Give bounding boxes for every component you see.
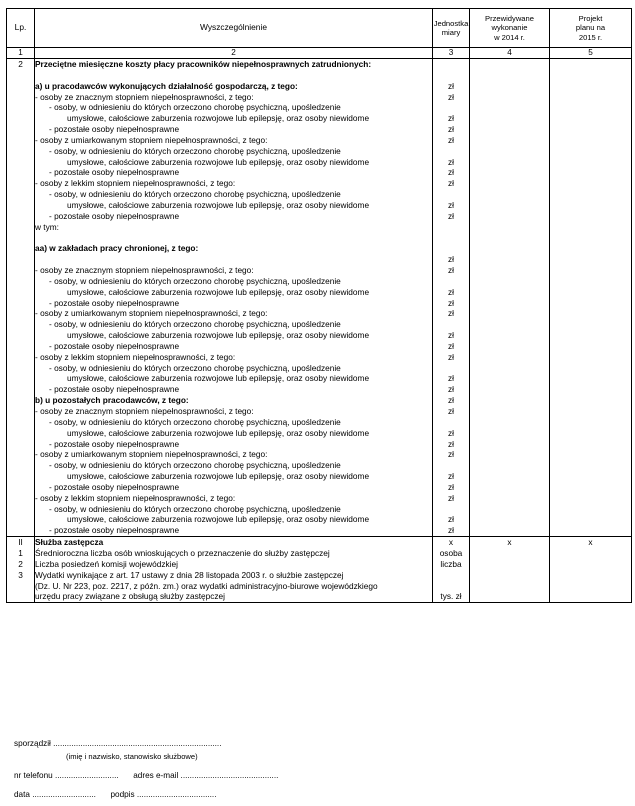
unit-cell — [433, 233, 469, 244]
description-line: - pozostałe osoby niepełnosprawne — [49, 297, 180, 308]
description-line: (Dz. U. Nr 223, poz. 2217, z późn. zm.) oraz wydatki administracyjno-biurowe wojewódzkiego — [35, 580, 378, 591]
column-number: 1 — [7, 48, 35, 59]
row-number: 3 — [18, 569, 23, 580]
section-II-description — [35, 537, 433, 603]
unit-cell: zł — [448, 330, 454, 341]
description-line: - osoby z lekkim stopniem niepełnosprawności, z tego: — [35, 351, 236, 362]
column-number: 2 — [35, 48, 433, 59]
description-line: - pozostałe osoby niepełnosprawne — [49, 340, 180, 351]
description-line: umysłowe, całościowe zaburzenia rozwojowe lub epilepsję, oraz osoby niewidome — [67, 113, 370, 124]
unit-cell: zł — [448, 80, 454, 91]
unit-cell — [433, 222, 469, 233]
description-line: - osoby ze znacznym stopniem niepełnosprawności, z tego: — [35, 91, 254, 102]
unit-cell — [433, 417, 469, 428]
description-line: - osoby, w odniesieniu do których orzeczono chorobę psychiczną, upośledzenie — [49, 145, 341, 156]
description-line: umysłowe, całościowe zaburzenia rozwojowe lub epilepsję, oraz osoby niewidome — [67, 373, 370, 384]
description-line: Liczba posiedzeń komisji wojewódzkiej — [35, 558, 178, 569]
row-number: 2 — [18, 59, 23, 69]
unit-cell: zł — [448, 438, 454, 449]
description-line: - osoby z lekkim stopniem niepełnosprawności, z tego: — [35, 492, 236, 503]
description-line: - osoby, w odniesieniu do których orzeczono chorobę psychiczną, upośledzenie — [49, 319, 341, 330]
description-line: - pozostałe osoby niepełnosprawne — [49, 525, 180, 536]
unit-cell: zł — [448, 199, 454, 210]
unit-cell: zł — [448, 254, 454, 265]
unit-cell — [433, 570, 469, 581]
unit-cell: zł — [448, 471, 454, 482]
description-line — [35, 254, 432, 265]
header-unit — [433, 9, 470, 48]
unit-cell: zł — [448, 167, 454, 178]
description-line: - osoby, w odniesieniu do których orzeczono chorobę psychiczną, upośledzenie — [49, 503, 341, 514]
header-plan-2015 — [550, 9, 632, 48]
unit-cell: zł — [448, 134, 454, 145]
section-2-plan-2015[interactable] — [550, 59, 632, 537]
unit-cell: zł — [448, 406, 454, 416]
column-number: 4 — [470, 48, 550, 59]
description-line: umysłowe, całościowe zaburzenia rozwojowe lub epilepsję, oraz osoby niewidome — [67, 199, 370, 210]
unit-cell: x — [448, 537, 454, 548]
unit-cell — [433, 504, 469, 515]
unit-cell: zł — [448, 178, 454, 189]
unit-cell: zł — [448, 373, 454, 384]
description-line: - osoby ze znacznym stopniem niepełnosprawności, z tego: — [35, 406, 254, 416]
description-line: - osoby, w odniesieniu do których orzeczono chorobę psychiczną, upośledzenie — [49, 416, 341, 427]
description-line: - pozostałe osoby niepełnosprawne — [49, 167, 180, 178]
unit-cell: zł — [448, 340, 454, 351]
unit-cell — [433, 243, 469, 254]
phone-email-line — [14, 771, 278, 780]
description-line: Wydatki wynikające z art. 17 ustawy z dnia 28 listopada 2003 r. o służbie zastępczej — [35, 569, 344, 580]
unit-cell: zł — [448, 286, 454, 297]
unit-cell: zł — [448, 525, 454, 536]
description-line: - osoby z umiarkowanym stopniem niepełnosprawności, z tego: — [35, 134, 268, 145]
row-number — [7, 591, 34, 602]
unit-cell: zł — [448, 210, 454, 221]
description-line: - osoby, w odniesieniu do których orzeczono chorobę psychiczną, upośledzenie — [49, 460, 341, 471]
unit-cell: zł — [448, 449, 454, 460]
description-line: - osoby ze znacznym stopniem niepełnosprawności, z tego: — [35, 265, 254, 276]
section-2-row — [7, 59, 632, 537]
unit-cell: zł — [448, 124, 454, 135]
description-line: - osoby, w odniesieniu do których orzeczono chorobę psychiczną, upośledzenie — [49, 362, 341, 373]
header-unit-line: Jednostka — [433, 18, 469, 28]
section-II-lp — [7, 537, 35, 603]
description-line: aa) w zakładach pracy chronionej, z tego: — [35, 243, 199, 254]
description-line: - osoby, w odniesieniu do których orzeczono chorobę psychiczną, upośledzenie — [49, 189, 341, 200]
unit-cell — [433, 146, 469, 157]
date-signature-line — [14, 790, 217, 799]
description-line: urzędu pracy związane z obsługą służby zastępczej — [35, 591, 226, 602]
unit-cell: zł — [448, 384, 454, 395]
header-forecast-2014 — [470, 9, 550, 48]
description-line: umysłowe, całościowe zaburzenia rozwojowe lub epilepsję, oraz osoby niewidome — [67, 286, 370, 297]
unit-cell: zł — [448, 265, 454, 276]
unit-cell — [433, 460, 469, 471]
unit-cell: zł — [448, 395, 454, 406]
description-line: - pozostałe osoby niepełnosprawne — [49, 210, 180, 221]
description-line: Średnioroczna liczba osób wnioskujących o przeznaczenie do służby zastępczej — [35, 547, 330, 558]
unit-cell — [433, 363, 469, 374]
description-line: - pozostałe osoby niepełnosprawne — [49, 124, 180, 135]
section-2-forecast-2014[interactable] — [470, 59, 550, 537]
unit-cell: zł — [448, 297, 454, 308]
unit-cell: zł — [448, 514, 454, 525]
unit-cell: zł — [448, 427, 454, 438]
unit-cell: tys. zł — [440, 591, 462, 602]
unit-cell — [433, 189, 469, 200]
unit-cell: osoba — [439, 547, 463, 558]
header-unit-line: miary — [441, 28, 461, 37]
unit-cell: liczba — [440, 558, 462, 569]
unit-cell: zł — [448, 308, 454, 319]
unit-cell — [433, 319, 469, 330]
section-2-lp — [7, 59, 35, 537]
description-line: umysłowe, całościowe zaburzenia rozwojowe lub epilepsję, oraz osoby niewidome — [67, 471, 370, 482]
row-number — [7, 581, 34, 592]
unit-cell: zł — [448, 481, 454, 492]
section-II-units — [433, 537, 470, 603]
prepared-by-note: (imię i nazwisko, stanowisko służbowe) — [66, 752, 198, 761]
description-line: b) u pozostałych pracodawców, z tego: — [35, 395, 189, 406]
table-header-row — [7, 9, 632, 48]
header-2014-line: Przewidywane — [485, 13, 534, 23]
row-number: 1 — [18, 547, 23, 558]
description-line: - pozostałe osoby niepełnosprawne — [49, 384, 180, 395]
unit-cell — [433, 70, 469, 81]
section-II-plan-2015[interactable] — [550, 537, 632, 603]
column-number: 5 — [550, 48, 632, 59]
header-lp: Lp. — [7, 9, 35, 48]
header-2015-line: 2015 r. — [578, 32, 603, 42]
description-line — [35, 70, 432, 81]
description-line: umysłowe, całościowe zaburzenia rozwojowe lub epilepsję, oraz osoby niewidome — [67, 330, 370, 341]
header-2014-line: w 2014 r. — [494, 32, 525, 42]
description-line: umysłowe, całościowe zaburzenia rozwojowe lub epilepsję, oraz osoby niewidome — [67, 514, 370, 525]
row-number: 2 — [18, 558, 23, 569]
description-line: - osoby z umiarkowanym stopniem niepełnosprawności, z tego: — [35, 449, 268, 460]
description-line: - osoby z umiarkowanym stopniem niepełnosprawności, z tego: — [35, 308, 268, 319]
signature-field[interactable]: podpis ................................... — [110, 790, 217, 799]
date-field[interactable]: data ............................ — [14, 790, 96, 799]
description-line: umysłowe, całościowe zaburzenia rozwojowe lub epilepsję, oraz osoby niewidome — [67, 156, 370, 167]
description-line: w tym: — [35, 221, 59, 232]
unit-cell — [433, 581, 469, 592]
description-line: - osoby, w odniesieniu do których orzeczono chorobę psychiczną, upośledzenie — [49, 102, 341, 113]
unit-cell: zł — [448, 351, 454, 362]
header-2015-line: planu na — [575, 23, 606, 33]
x-mark: x — [588, 537, 593, 548]
description-line: Przeciętne miesięczne koszty płacy pracowników niepełnosprawnych zatrudnionych: — [35, 59, 372, 69]
header-2015-line: Projekt — [578, 13, 603, 23]
description-line — [35, 233, 432, 244]
column-number-row — [7, 48, 632, 59]
description-line: Służba zastępcza — [35, 537, 104, 548]
section-II-forecast-2014[interactable] — [470, 537, 550, 603]
cost-table — [6, 8, 632, 603]
section-II-row — [7, 537, 632, 603]
section-2-units — [433, 59, 470, 537]
unit-cell: zł — [448, 492, 454, 503]
section-2-description — [35, 59, 433, 537]
description-line: umysłowe, całościowe zaburzenia rozwojowe lub epilepsję, oraz osoby niewidome — [67, 427, 370, 438]
column-number: 3 — [433, 48, 470, 59]
header-2014-line: wykonanie — [491, 23, 528, 33]
x-mark: x — [507, 537, 512, 548]
email-field[interactable]: adres e-mail ........................................... — [133, 771, 279, 780]
description-line: a) u pracodawców wykonujących działalność gospodarczą, z tego: — [35, 80, 298, 91]
phone-field[interactable]: nr telefonu ............................ — [14, 771, 119, 780]
row-number: II — [18, 537, 23, 548]
unit-cell: zł — [448, 156, 454, 167]
unit-cell: zł — [448, 91, 454, 102]
description-line: - pozostałe osoby niepełnosprawne — [49, 481, 180, 492]
unit-cell — [433, 276, 469, 287]
unit-cell — [433, 102, 469, 113]
unit-cell — [433, 59, 469, 70]
unit-cell: zł — [448, 113, 454, 124]
description-line: - osoby z lekkim stopniem niepełnosprawności, z tego: — [35, 178, 236, 189]
prepared-by-line: sporządził .......................................................................... — [14, 739, 222, 748]
description-line: - pozostałe osoby niepełnosprawne — [49, 438, 180, 449]
header-description: Wyszczególnienie — [35, 9, 433, 48]
description-line: - osoby, w odniesieniu do których orzeczono chorobę psychiczną, upośledzenie — [49, 275, 341, 286]
